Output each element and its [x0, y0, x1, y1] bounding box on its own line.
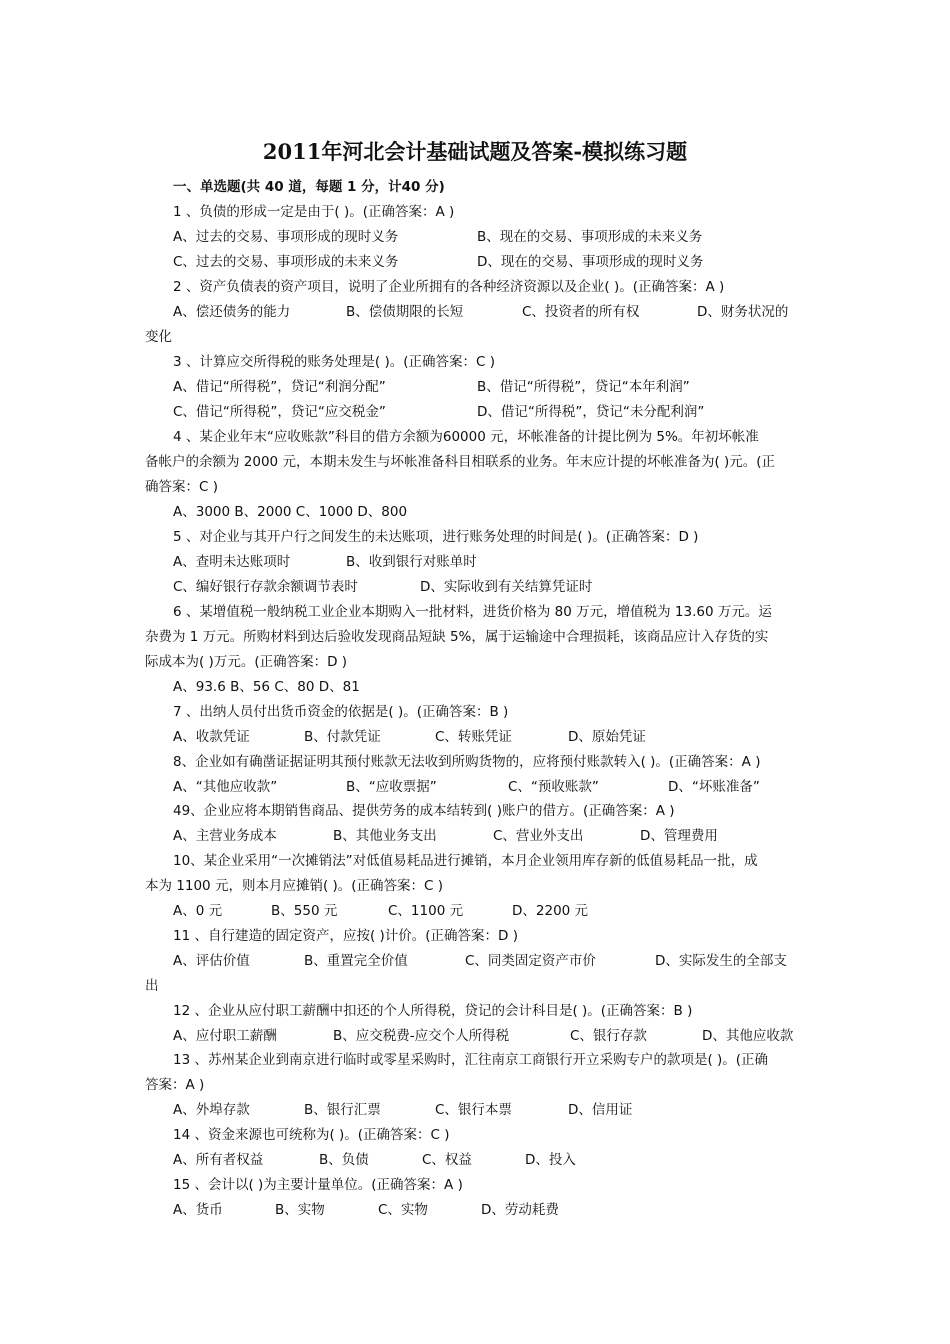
answer-option: D、2200 元 — [512, 903, 589, 919]
answer-option: B、借记“所得税”，贷记“本年利润” — [477, 379, 690, 395]
answer-option: B、收到银行对账单时 — [346, 554, 477, 570]
answer-option: D、“坏账准备” — [668, 779, 760, 795]
question-text: 7 、出纳人员付出货币资金的依据是( )。(正确答案：B ) — [173, 704, 509, 720]
answer-option-continuation: 出 — [145, 978, 159, 994]
question-text: 2 、资产负债表的资产项目，说明了企业所拥有的各种经济资源以及企业( )。(正确答案：A ) — [173, 279, 725, 295]
answer-option: A、货币 — [173, 1202, 223, 1218]
answer-option: B、其他业务支出 — [333, 828, 437, 844]
answer-option: C、银行存款 — [570, 1028, 647, 1044]
answer-option: A、外埠存款 — [173, 1102, 250, 1118]
answer-option: C、1100 元 — [388, 903, 464, 919]
answer-option: B、银行汇票 — [304, 1102, 381, 1118]
answer-option: D、信用证 — [568, 1102, 633, 1118]
answer-option: D、实际发生的全部支 — [655, 953, 787, 969]
answer-options-line: A、93.6 B、56 C、80 D、81 — [173, 679, 360, 695]
answer-option: A、应付职工薪酬 — [173, 1028, 277, 1044]
answer-option: A、偿还债务的能力 — [173, 304, 291, 320]
answer-option: A、借记“所得税”，贷记“利润分配” — [173, 379, 386, 395]
answer-option: D、劳动耗费 — [481, 1202, 559, 1218]
answer-option: B、应交税费-应交个人所得税 — [333, 1028, 510, 1044]
question-text: 15 、会计以( )为主要计量单位。(正确答案：A ) — [173, 1177, 463, 1193]
answer-option: D、借记“所得税”，贷记“未分配利润” — [477, 404, 705, 420]
question-text: 4 、某企业年末“应收账款”科目的借方余额为60000 元，坏帐准备的计提比例为 5%。年初坏帐准 — [173, 429, 759, 445]
question-text: 11 、自行建造的固定资产，应按( )计价。(正确答案：D ) — [173, 928, 519, 944]
answer-option: C、编好银行存款余额调节表时 — [173, 579, 358, 595]
answer-option: B、“应收票据” — [346, 779, 437, 795]
answer-option: B、550 元 — [271, 903, 338, 919]
answer-option: C、营业外支出 — [493, 828, 584, 844]
answer-option: B、重置完全价值 — [304, 953, 408, 969]
answer-option-continuation: 变化 — [145, 329, 172, 345]
question-text: 际成本为( )万元。(正确答案：D ) — [145, 654, 348, 670]
answer-option: C、投资者的所有权 — [522, 304, 640, 320]
answer-option: C、银行本票 — [435, 1102, 512, 1118]
question-text: 备帐户的余额为 2000 元，本期未发生与坏帐准备科目相联系的业务。年末应计提的坏帐准备为( )元。(正 — [145, 454, 776, 470]
question-text: 确答案：C ) — [145, 479, 218, 495]
question-text: 49、企业应将本期销售商品、提供劳务的成本结转到( )账户的借方。(正确答案：A ) — [173, 803, 675, 819]
question-text: 5 、对企业与其开户行之间发生的未达账项，进行账务处理的时间是( )。(正确答案：D ) — [173, 529, 699, 545]
answer-option: D、管理费用 — [640, 828, 718, 844]
question-text: 10、某企业采用“一次摊销法”对低值易耗品进行摊销，本月企业领用库存新的低值易耗品一批，成 — [173, 853, 758, 869]
question-text: 1 、负债的形成一定是由于( )。(正确答案：A ) — [173, 204, 455, 220]
answer-option: B、实物 — [275, 1202, 325, 1218]
answer-option: A、“其他应收款” — [173, 779, 278, 795]
question-text: 12 、企业从应付职工薪酬中扣还的个人所得税，贷记的会计科目是( )。(正确答案：B ) — [173, 1003, 693, 1019]
answer-option: C、实物 — [378, 1202, 428, 1218]
answer-option: C、借记“所得税”，贷记“应交税金” — [173, 404, 386, 420]
answer-option: A、评估价值 — [173, 953, 250, 969]
section-heading: 一、单选题(共 40 道，每题 1 分，计40 分) — [173, 179, 445, 195]
answer-option: C、权益 — [422, 1152, 472, 1168]
question-text: 3 、计算应交所得税的账务处理是( )。(正确答案：C ) — [173, 354, 495, 370]
answer-option: B、负债 — [319, 1152, 369, 1168]
answer-option: A、0 元 — [173, 903, 223, 919]
question-text: 杂费为 1 万元。所购材料到达后验收发现商品短缺 5%，属于运输途中合理损耗，该商品应计入存货的实 — [145, 629, 769, 645]
question-text: 本为 1100 元，则本月应摊销( )。(正确答案：C ) — [145, 878, 444, 894]
answer-option: C、同类固定资产市价 — [465, 953, 596, 969]
answer-option: D、其他应收款 — [702, 1028, 794, 1044]
answer-options-line: A、3000 B、2000 C、1000 D、800 — [173, 504, 408, 520]
question-text: 6 、某增值税一般纳税工业企业本期购入一批材料，进货价格为 80 万元，增值税为 13.60 万元。运 — [173, 604, 772, 620]
answer-option: B、现在的交易、事项形成的未来义务 — [477, 229, 703, 245]
question-text: 13 、苏州某企业到南京进行临时或零星采购时，汇往南京工商银行开立采购专户的款项是( )。(正确 — [173, 1052, 769, 1068]
answer-option: C、过去的交易、事项形成的未来义务 — [173, 254, 399, 270]
answer-option: A、主营业务成本 — [173, 828, 277, 844]
answer-option: D、实际收到有关结算凭证时 — [420, 579, 593, 595]
answer-option: A、过去的交易、事项形成的现时义务 — [173, 229, 399, 245]
answer-option: B、付款凭证 — [304, 729, 381, 745]
answer-option: A、查明未达账项时 — [173, 554, 291, 570]
answer-option: D、财务状况的 — [697, 304, 789, 320]
answer-option: D、投入 — [525, 1152, 576, 1168]
answer-option: A、收款凭证 — [173, 729, 250, 745]
answer-option: A、所有者权益 — [173, 1152, 264, 1168]
question-text: 8、企业如有确凿证据证明其预付账款无法收到所购货物的，应将预付账款转入( )。(正确答案：A ) — [173, 754, 761, 770]
answer-option: C、“预收账款” — [508, 779, 599, 795]
answer-option: D、原始凭证 — [568, 729, 646, 745]
question-text: 答案：A ) — [145, 1077, 205, 1093]
answer-option: B、偿债期限的长短 — [346, 304, 464, 320]
question-text: 14 、资金来源也可统称为( )。(正确答案：C ) — [173, 1127, 450, 1143]
document-title: 2011年河北会计基础试题及答案-模拟练习题 — [262, 139, 688, 164]
answer-option: D、现在的交易、事项形成的现时义务 — [477, 254, 704, 270]
answer-option: C、转账凭证 — [435, 729, 512, 745]
